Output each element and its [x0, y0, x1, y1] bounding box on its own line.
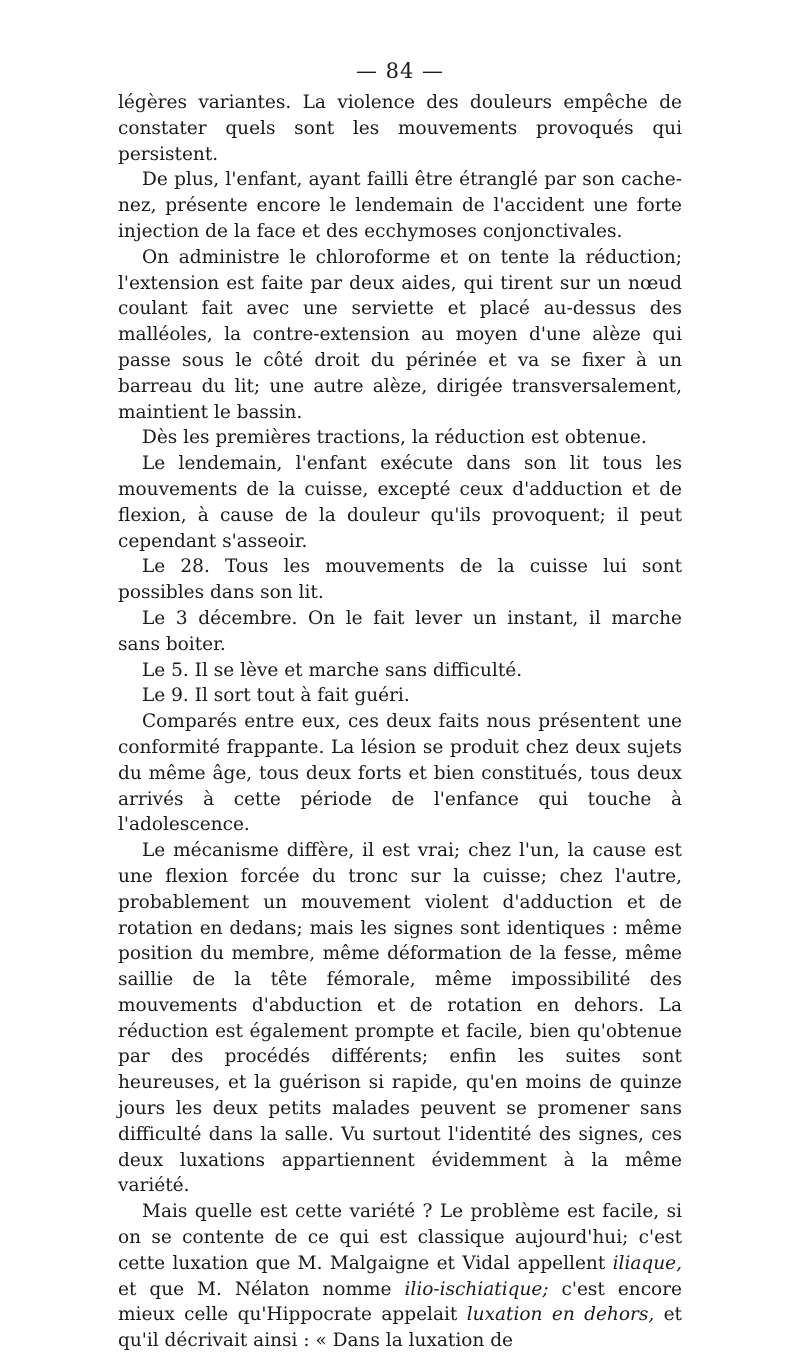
italic-term: ilio-ischiatique;: [404, 1278, 549, 1300]
paragraph: Le 28. Tous les mouvements de la cuisse lui sont possibles dans son lit.: [118, 556, 682, 604]
body-text: [118, 90, 682, 1354]
paragraph: Le 9. Il sort tout à fait guéri.: [142, 685, 410, 707]
paragraph: légères variantes. La violence des douleurs empêche de constater quels sont les mouvements provoqués qui persistent.: [118, 92, 682, 165]
text-run: et qu'il décrivait ainsi : « Dans la luxation de: [118, 1304, 682, 1352]
paragraph: De plus, l'enfant, ayant failli être étranglé par son cache-nez, présente encore le lendemain de l'accident une forte injection de la face et des ecchymoses conjonctivales.: [118, 169, 682, 242]
page-number: — 84 —: [355, 59, 445, 83]
paragraph: Le 3 décembre. On le fait lever un instant, il marche sans boiter.: [118, 607, 682, 655]
paragraph: Le mécanisme diffère, il est vrai; chez l'un, la cause est une flexion forcée du tronc sur la cuisse; chez l'autre, probablement un mouvement violent d'adduction et de rotation en dedans; mais les signes sont identiques : même position du membre, même déformation de la fesse, même saillie de la tête fémorale, même impossibilité des mouvements d'abduction et de rotation en dehors. La réduction est également prompte et facile, bien qu'obtenue par des procédés différents; enfin les suites sont heureuses, et la guérison si rapide, qu'en moins de quinze jours les deux petits malades peuvent se promener sans difficulté dans la salle. Vu surtout l'identité des signes, ces deux luxations appartiennent évidemment à la même variété.: [118, 840, 682, 1197]
paragraph: Comparés entre eux, ces deux faits nous présentent une conformité frappante. La lésion se produit chez deux sujets du même âge, tous deux forts et bien constitués, tous deux arrivés à cette période de l'enfance qui touche à l'adolescence.: [118, 711, 682, 836]
italic-term: iliaque,: [612, 1252, 682, 1274]
paragraph: On administre le chloroforme et on tente la réduction; l'extension est faite par deux aides, qui tirent sur un nœud coulant fait avec une serviette et placé au-dessus des malléoles, la contre-extension au moyen d'une alèze qui passe sous le côté droit du périnée et va se fixer à un barreau du lit; une autre alèze, dirigée transversalement, maintient le bassin.: [118, 246, 682, 423]
last-paragraph: [118, 1199, 682, 1354]
paragraph: Le 5. Il se lève et marche sans difficulté.: [142, 659, 523, 681]
text-run: Mais quelle est cette variété ? Le problème est facile, si on se contente de ce qui est classique aujourd'hui; c'est cette luxation que M. Malgaigne et Vidal appellent: [118, 1201, 682, 1274]
text-run: et que M. Nélaton nomme: [118, 1278, 405, 1300]
paragraph: Le lendemain, l'enfant exécute dans son lit tous les mouvements de la cuisse, excepté ceux d'adduction et de flexion, à cause de la douleur qu'ils provoquent; il peut cependant s'asseoir.: [118, 453, 682, 552]
italic-term: luxation en dehors,: [466, 1304, 655, 1326]
text-run: c'est encore mieux celle qu'Hippocrate appelait: [118, 1278, 682, 1326]
document-page: [118, 56, 682, 1354]
paragraph: Dès les premières tractions, la réduction est obtenue.: [142, 427, 647, 449]
